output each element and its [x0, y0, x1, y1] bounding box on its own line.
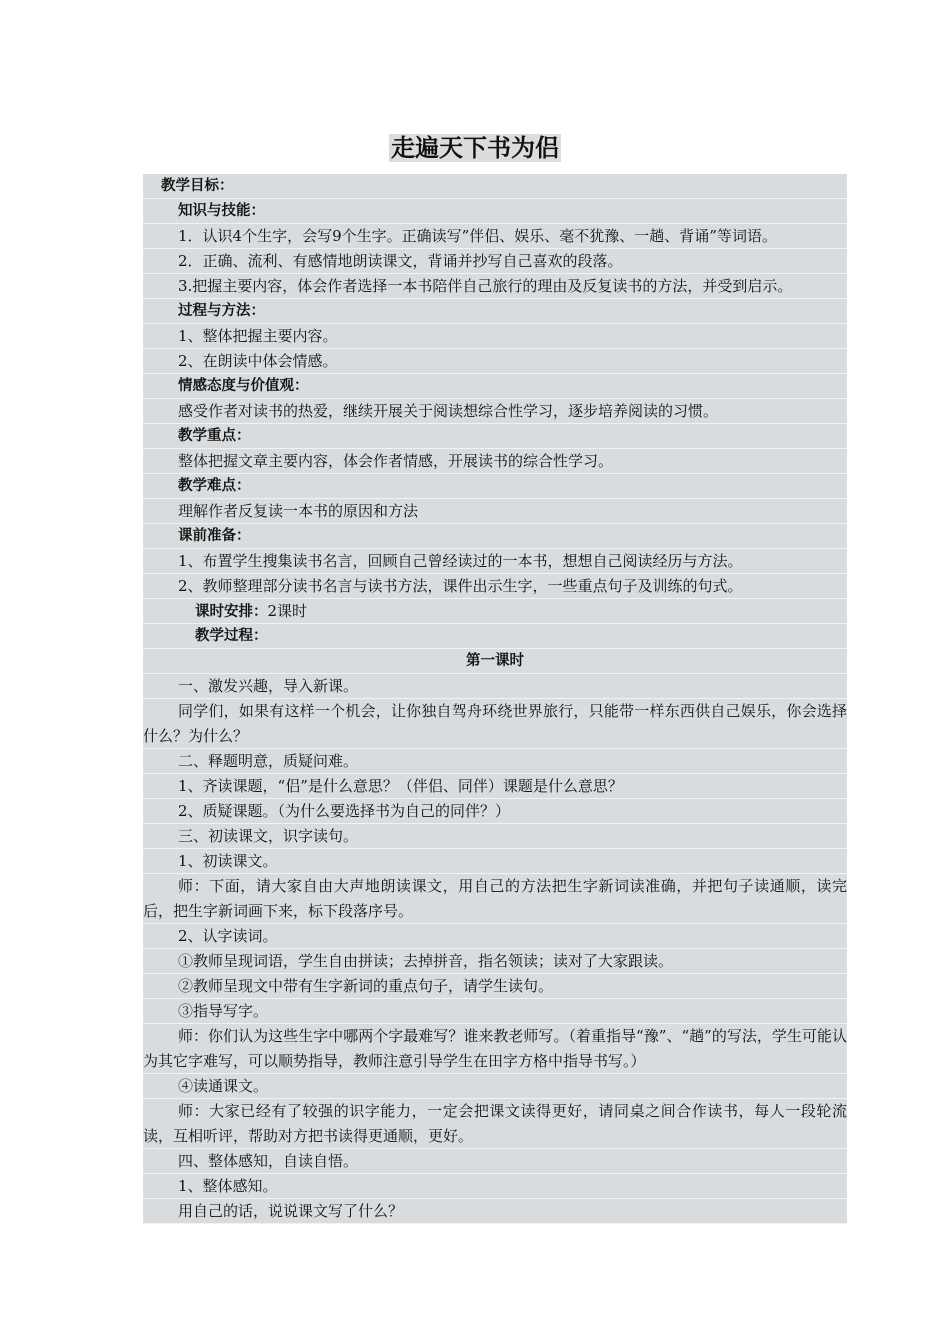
text-line: 2．正确、流利、有感情地朗读课文，背诵并抄写自己喜欢的段落。 [143, 249, 847, 274]
heading-process-method: 过程与方法： [143, 299, 847, 324]
heading-teaching-process: 教学过程： [143, 624, 847, 649]
text-line: 1、整体把握主要内容。 [143, 324, 847, 349]
text-line: 理解作者反复读一本书的原因和方法 [143, 499, 847, 524]
heading-teaching-goals: 教学目标： [143, 174, 847, 199]
text-line: ④读通课文。 [143, 1074, 847, 1099]
text-line: ③指导写字。 [143, 999, 847, 1024]
text-line: 1、齐读课题，“侣”是什么意思？（伴侣、同伴）课题是什么意思？ [143, 774, 847, 799]
text-line: 四、整体感知，自读自悟。 [143, 1149, 847, 1174]
text-line: 2、认字读词。 [143, 924, 847, 949]
class-hours-value: 2课时 [267, 602, 308, 620]
text-line: 2、教师整理部分读书名言与读书方法，课件出示生字，一些重点句子及训练的句式。 [143, 574, 847, 599]
class-hours-label: 课时安排： [195, 604, 268, 620]
text-line: ①教师呈现词语，学生自由拼读；去掉拼音，指名领读；读对了大家跟读。 [143, 949, 847, 974]
text-line: 1、整体感知。 [143, 1174, 847, 1199]
text-paragraph: 师：大家已经有了较强的识字能力，一定会把课文读得更好，请同桌之间合作读书，每人一段轮流读，互相听评，帮助对方把书读得更通顺，更好。 [143, 1099, 847, 1149]
lesson-plan-body [143, 174, 847, 1224]
text-paragraph: 同学们，如果有这样一个机会，让你独自驾舟环绕世界旅行，只能带一样东西供自己娱乐，你会选择什么？为什么？ [143, 699, 847, 749]
text-line: 2、在朗读中体会情感。 [143, 349, 847, 374]
text-line: 用自己的话，说说课文写了什么？ [143, 1199, 847, 1224]
text-line: 3.把握主要内容，体会作者选择一本书陪伴自己旅行的理由及反复读书的方法，并受到启示。 [143, 274, 847, 299]
heading-attitude-values: 情感态度与价值观： [143, 374, 847, 399]
heading-knowledge-skills: 知识与技能： [143, 199, 847, 224]
text-line: 一、激发兴趣，导入新课。 [143, 674, 847, 699]
text-line: 1、布置学生搜集读书名言，回顾自己曾经读过的一本书，想想自己阅读经历与方法。 [143, 549, 847, 574]
text-line: 感受作者对读书的热爱，继续开展关于阅读想综合性学习，逐步培养阅读的习惯。 [143, 399, 847, 424]
text-paragraph: 师：下面，请大家自由大声地朗读课文，用自己的方法把生字新词读准确，并把句子读通顺，读完后，把生字新词画下来，标下段落序号。 [143, 874, 847, 924]
class-hours-line [143, 599, 847, 624]
heading-key-points: 教学重点： [143, 424, 847, 449]
heading-preparation: 课前准备： [143, 524, 847, 549]
document-title: 走遍天下书为侣 [391, 134, 559, 162]
text-line: 1．认识4个生字，会写9个生字。正确读写”伴侣、娱乐、毫不犹豫、一趟、背诵”等词语。 [143, 224, 847, 249]
text-line: ②教师呈现文中带有生字新词的重点句子，请学生读句。 [143, 974, 847, 999]
text-line: 二、释题明意，质疑问难。 [143, 749, 847, 774]
text-line: 三、初读课文，识字读句。 [143, 824, 847, 849]
text-line: 1、初读课文。 [143, 849, 847, 874]
text-paragraph: 师：你们认为这些生字中哪两个字最难写？谁来教老师写。（着重指导“豫”、“趟”的写法，学生可能认为其它字难写，可以顺势指导，教师注意引导学生在田字方格中指导书写。） [143, 1024, 847, 1074]
heading-difficulties: 教学难点： [143, 474, 847, 499]
text-line: 2、质疑课题。（为什么要选择书为自己的同伴？） [143, 799, 847, 824]
heading-first-lesson: 第一课时 [143, 649, 847, 674]
text-line: 整体把握文章主要内容，体会作者情感，开展读书的综合性学习。 [143, 449, 847, 474]
